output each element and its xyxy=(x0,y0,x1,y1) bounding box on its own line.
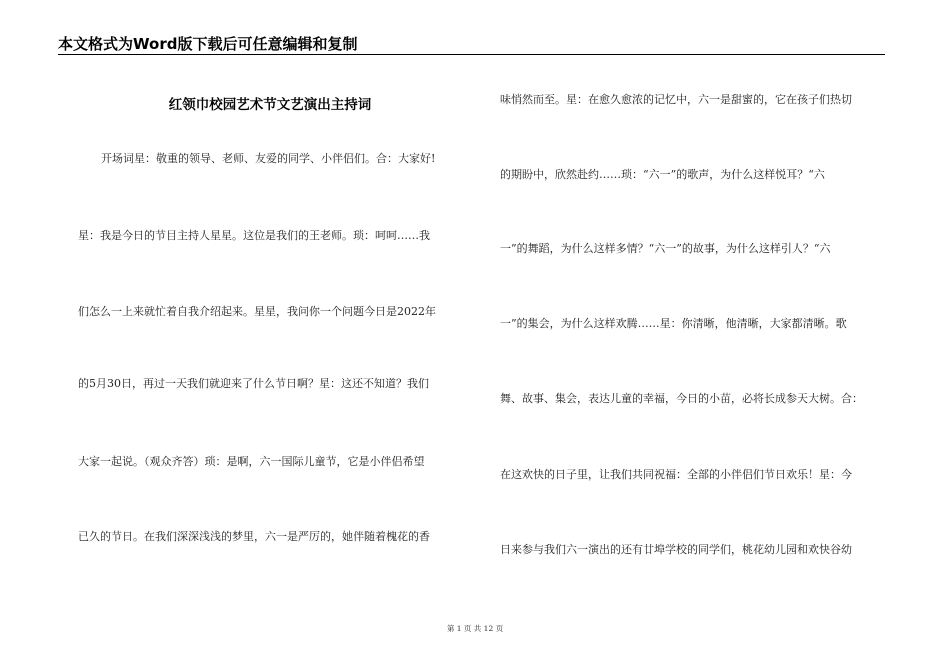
text-line: 一”的集会，为什么这样欢腾……星：你清晰，他清晰，大家都清晰。歌 xyxy=(500,317,847,330)
text-line: 一”的舞蹈，为什么这样多情？“六一”的故事，为什么这样引人？“六 xyxy=(500,242,831,255)
text-line: 在这欢快的日子里，让我们共同祝福：全部的小伴侣们节日欢乐！星：今 xyxy=(500,468,852,481)
text-line: 星：我是今日的节目主持人星星。这位是我们的王老师。琐：呵呵……我 xyxy=(78,229,430,242)
text-line: 日来参与我们六一演出的还有廿埠学校的同学们，桃花幼儿园和欢快谷幼 xyxy=(500,543,852,556)
download-banner: 本文格式为Word版下载后可任意编辑和复制 xyxy=(58,35,358,53)
text-line: 已久的节日。在我们深深浅浅的梦里，六一是严厉的，她伴随着槐花的香 xyxy=(78,530,430,543)
text-line: 舞、故事、集会，表达儿童的幸福，今日的小苗，必将长成参天大树。合： xyxy=(500,392,863,405)
text-line: 的期盼中，欣然赴约……琐：“六一”的歌声，为什么这样悦耳？“六 xyxy=(500,168,825,181)
text-line: 的5月30日，再过一天我们就迎来了什么节日啊？星：这还不知道？我们 xyxy=(78,377,429,390)
banner-divider xyxy=(58,54,885,55)
text-line: 味悄然而至。星：在愈久愈浓的记忆中，六一是甜蜜的，它在孩子们热切 xyxy=(500,93,852,106)
text-line: 们怎么一上来就忙着自我介绍起来。星星，我问你一个问题今日是2022年 xyxy=(78,305,436,318)
page-number: 第 1 页 共 12 页 xyxy=(446,624,504,633)
document-title: 红领巾校园艺术节文艺演出主持词 xyxy=(168,97,372,113)
text-line: 开场词星：敬重的领导、老师、友爱的同学、小伴侣们。合：大家好! xyxy=(101,152,436,165)
text-line: 大家一起说。（观众齐答）琐：是啊，六一国际儿童节，它是小伴侣希望 xyxy=(78,455,425,468)
